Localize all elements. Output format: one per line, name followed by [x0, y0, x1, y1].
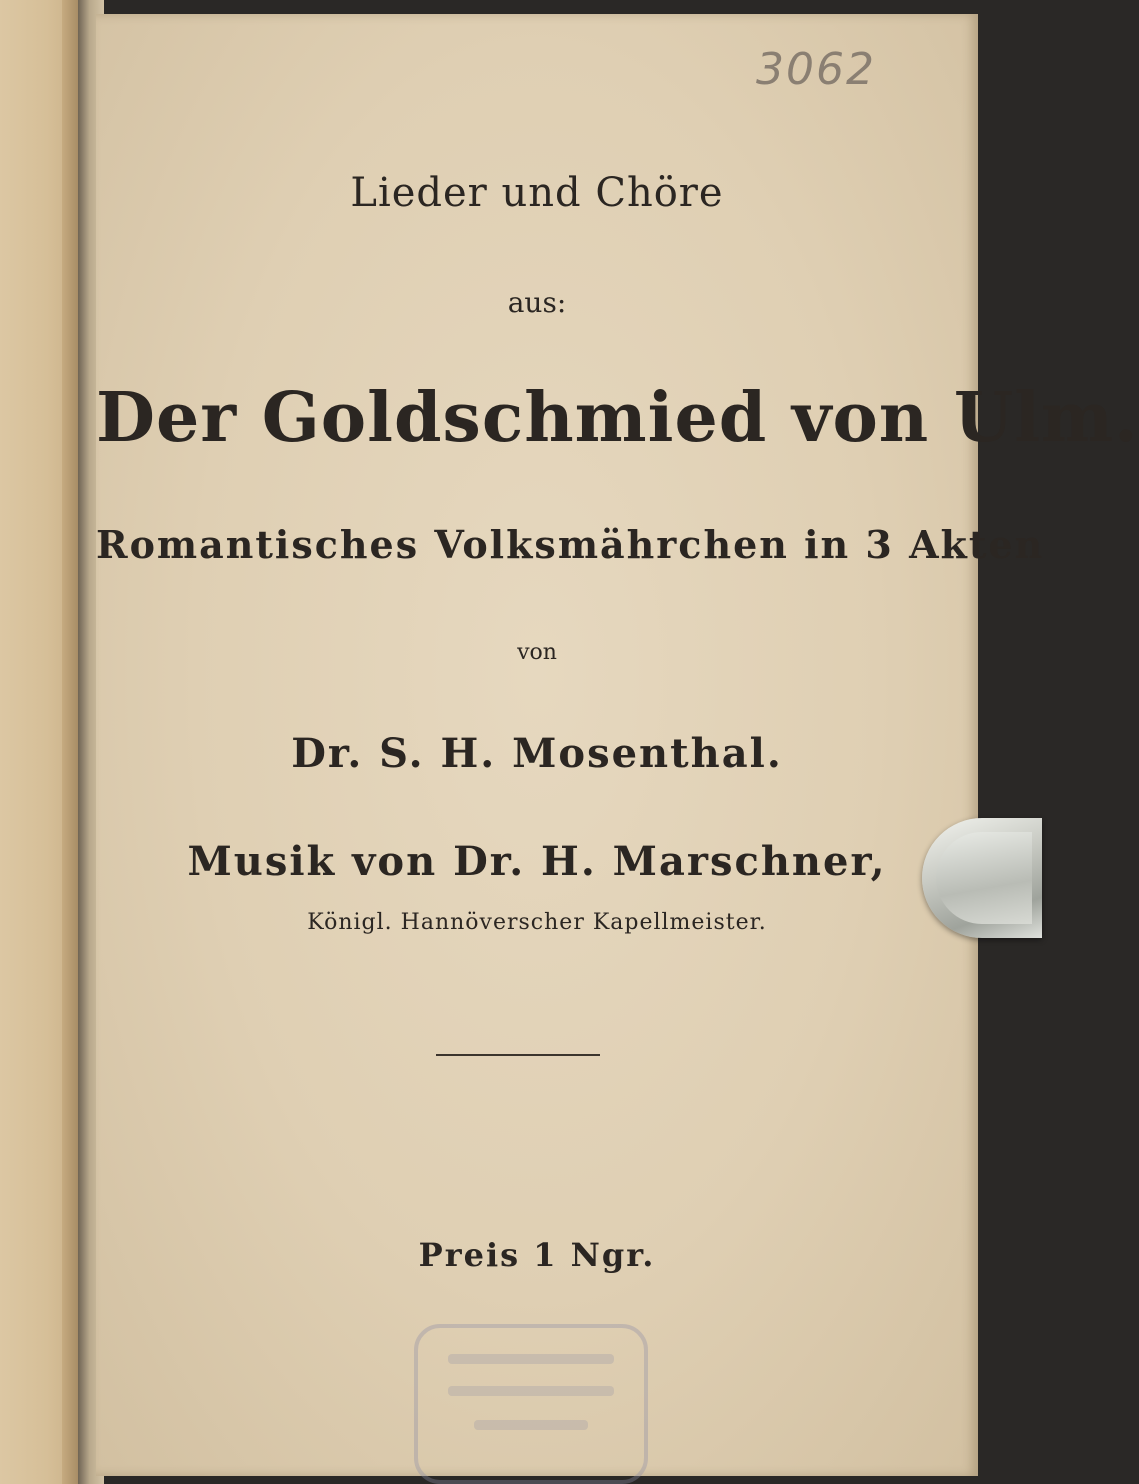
divider-rule: [436, 1054, 600, 1056]
by-line: von: [517, 640, 557, 665]
left-page-edge: [62, 0, 78, 1484]
archive-number: 3062: [756, 44, 876, 95]
stamp-line: [474, 1420, 588, 1430]
composer-credit: Musik von Dr. H. Marschner,: [187, 838, 887, 885]
subtitle: Romantisches Volksmährchen in 3 Akten: [96, 522, 1045, 567]
heading-lieder-und-choere: Lieder und Chöre: [350, 170, 724, 216]
page-clip-inner: [936, 832, 1032, 924]
composer-role: Königl. Hannöverscher Kapellmeister.: [307, 910, 767, 935]
stamp-line: [448, 1386, 614, 1396]
heading-aus: aus:: [507, 286, 567, 319]
stamp-line: [448, 1354, 614, 1364]
author: Dr. S. H. Mosenthal.: [291, 730, 783, 777]
main-title: Der Goldschmied von Ulm.: [96, 378, 1139, 458]
price: Preis 1 Ngr.: [418, 1236, 656, 1274]
title-page: [96, 14, 1139, 1476]
page-clip-icon: [922, 818, 1042, 938]
library-stamp-icon: [414, 1324, 648, 1484]
